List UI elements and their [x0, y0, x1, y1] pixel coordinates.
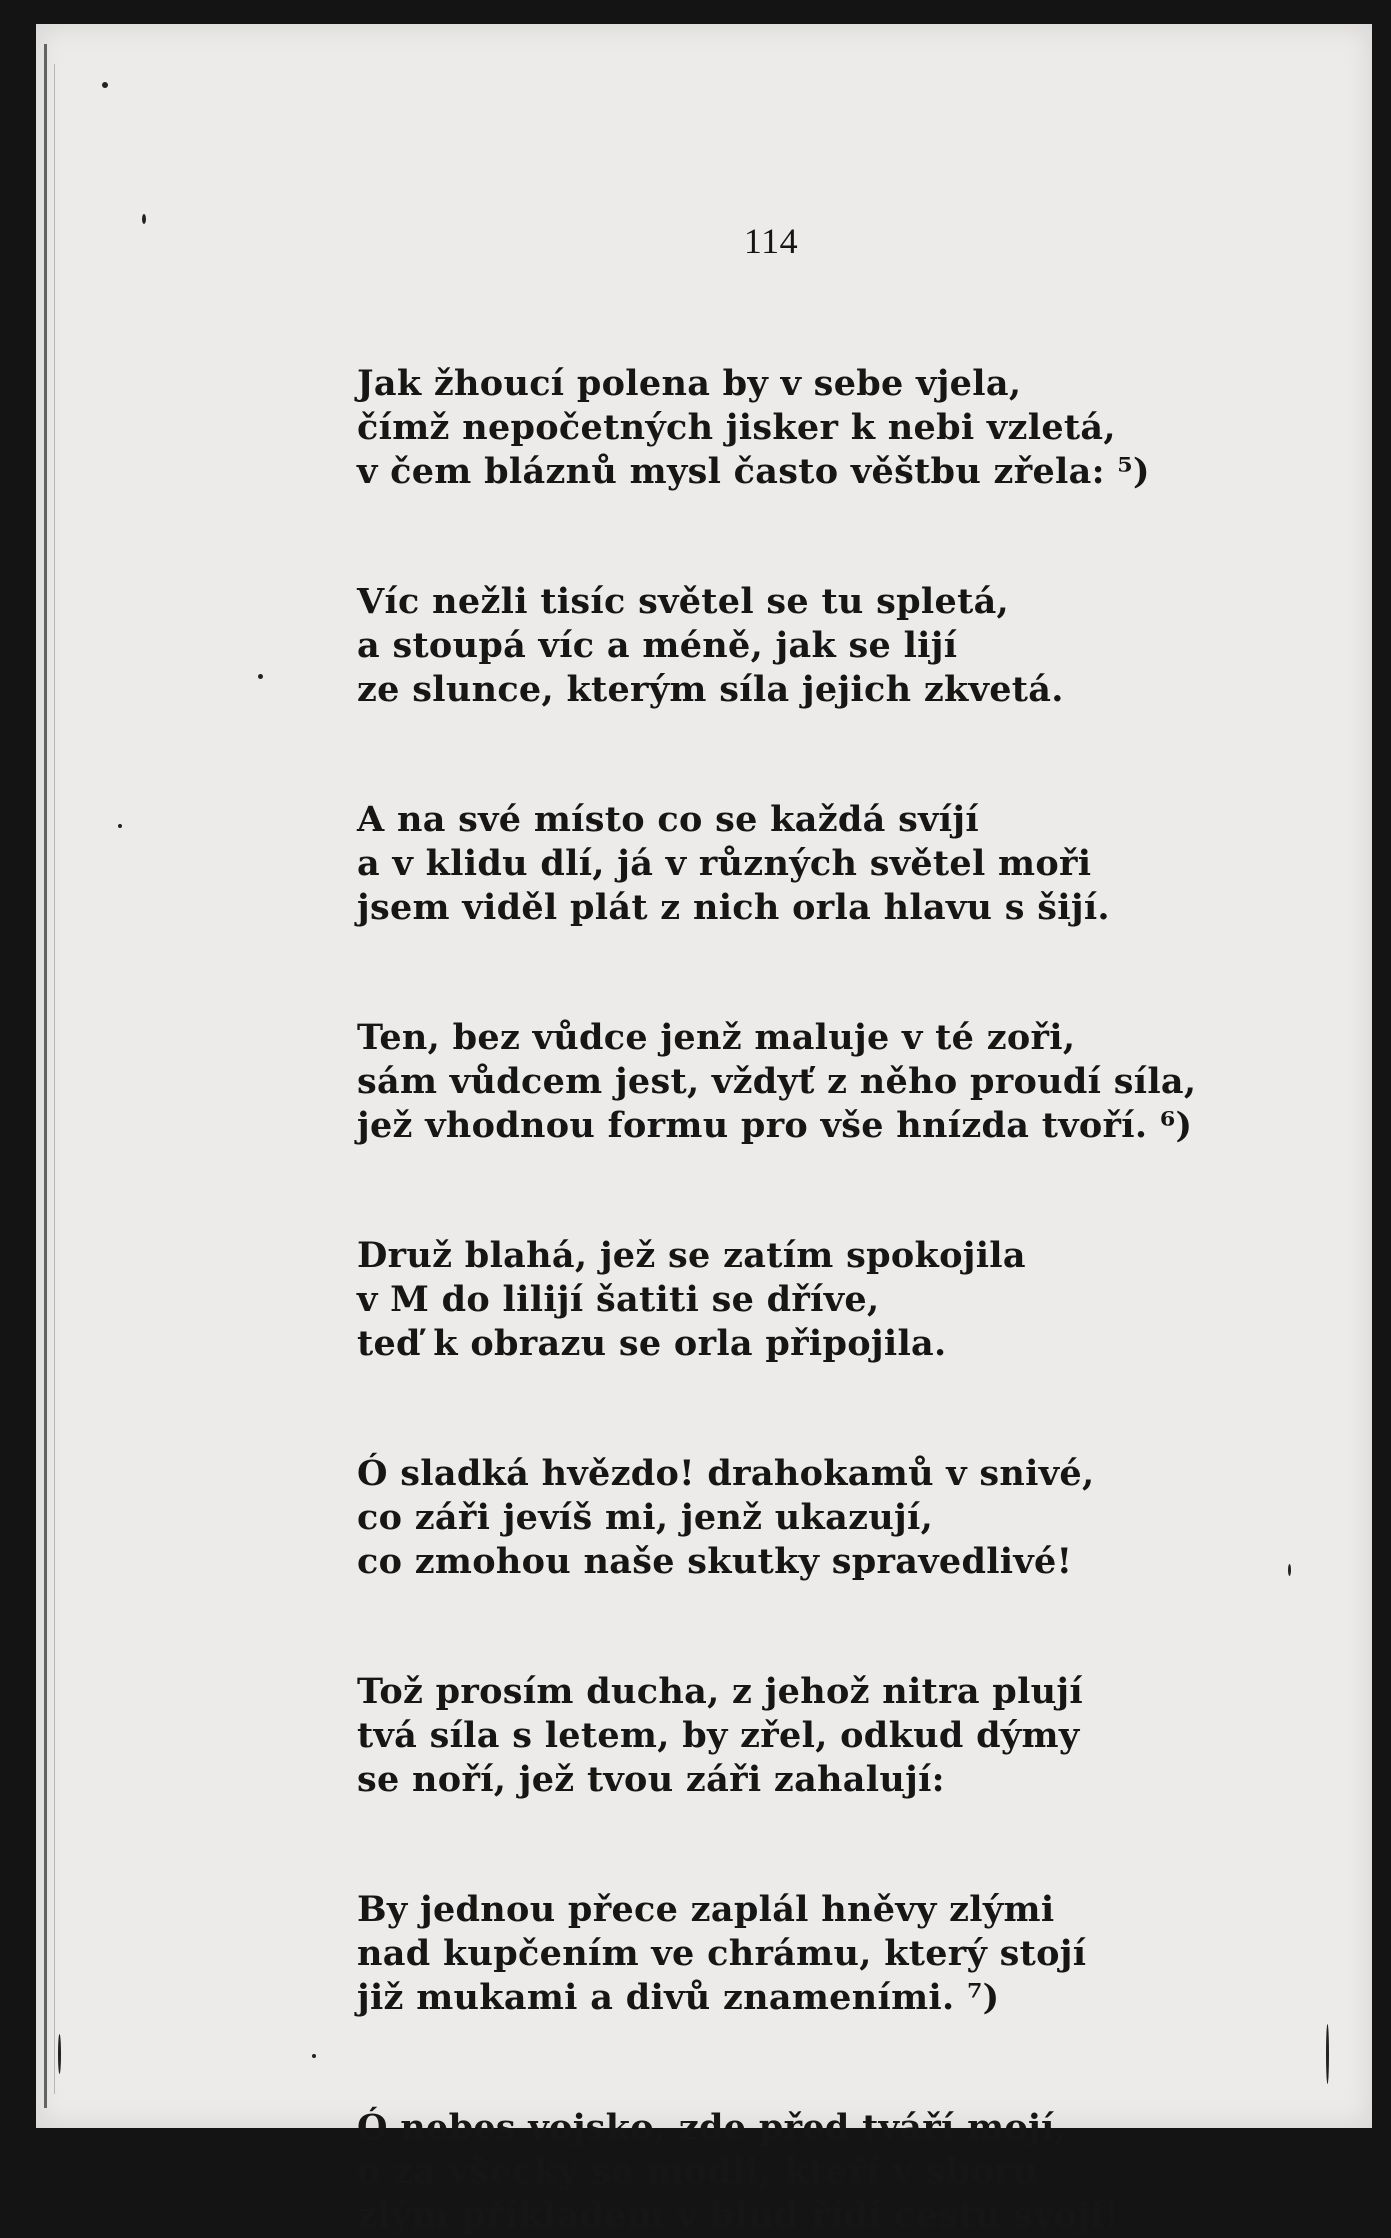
stanza [357, 2106, 1257, 2238]
poem-line: v čem bláznů mysl často věštbu zřela: ⁵) [357, 451, 1150, 492]
scan-speck [258, 674, 263, 679]
stanza [357, 362, 1257, 494]
poem-line: o za všecky se modli, kteří v sboru [357, 2151, 1039, 2192]
poem-line: Tož prosím ducha, z jehož nitra plují [357, 1671, 1083, 1712]
poem-line: co zmohou naše skutky spravedlivé! [357, 1541, 1073, 1582]
poem-line: a stoupá víc a méně, jak se lijí [357, 625, 958, 666]
poem-line: a v klidu dlí, já v různých světel moři [357, 843, 1092, 884]
poem-line: čímž nepočetných jisker k nebi vzletá, [357, 407, 1116, 448]
page-number: 114 [743, 221, 799, 261]
poem-line: A na své místo co se každá svíjí [357, 799, 979, 840]
stanza [357, 1234, 1257, 1366]
poem-line: ze slunce, kterým síla jejich zkvetá. [357, 669, 1064, 710]
poem-line: Druž blahá, jež se zatím spokojila [357, 1235, 1026, 1276]
poem-line: Jak žhoucí polena by v sebe vjela, [357, 363, 1022, 404]
poem-line: jež vhodnou formu pro vše hnízda tvoří. ⁶) [357, 1105, 1193, 1146]
poem-line: teď k obrazu se orla připojila. [357, 1323, 947, 1364]
scan-speck [312, 2054, 316, 2058]
scan-speck [118, 824, 122, 828]
poem-line: sám vůdcem jest, vždyť z něho proudí síla, [357, 1061, 1197, 1102]
poem-body [357, 362, 1257, 2238]
stanza [357, 580, 1257, 712]
poem-line: Víc nežli tisíc světel se tu spletá, [357, 581, 1010, 622]
scan-speck [58, 2034, 61, 2074]
poem-line: se noří, jež tvou záři zahalují: [357, 1759, 945, 1800]
stanza [357, 1670, 1257, 1802]
stanza [357, 1452, 1257, 1584]
poem-line: nad kupčením ve chrámu, který stojí [357, 1933, 1087, 1974]
poem-line: Ten, bez vůdce jenž maluje v té zoři, [357, 1017, 1076, 1058]
scan-speck [1326, 2024, 1329, 2084]
stanza [357, 1016, 1257, 1148]
poem-line: Ó nebes vojsko, zde před tváří mojí, [357, 2107, 1068, 2148]
poem-line: Ó sladká hvězdo! drahokamů v snivé, [357, 1453, 1095, 1494]
scan-speck [1288, 1564, 1291, 1576]
page-edge-line [54, 64, 55, 2094]
poem-line: By jednou přece zaplál hněvy zlými [357, 1889, 1055, 1930]
poem-line: tvá síla s letem, by zřel, odkud dýmy [357, 1715, 1080, 1756]
page-edge-shadow [44, 44, 47, 2108]
scan-speck [102, 82, 108, 88]
poem-line: již mukami a divů znameními. ⁷) [357, 1977, 1000, 2018]
stanza [357, 1888, 1257, 2020]
poem-line: co záři jevíš mi, jenž ukazují, [357, 1497, 934, 1538]
stanza [357, 798, 1257, 930]
poem-line: jsem viděl plát z nich orla hlavu s šijí. [357, 887, 1110, 928]
book-page [36, 24, 1372, 2236]
poem-line: v M do lilijí šatiti se dříve, [357, 1279, 880, 1320]
scan-speck [142, 214, 146, 224]
poem-line: zlým příkladem v blud řídí cestu svoji! [357, 2195, 1120, 2236]
